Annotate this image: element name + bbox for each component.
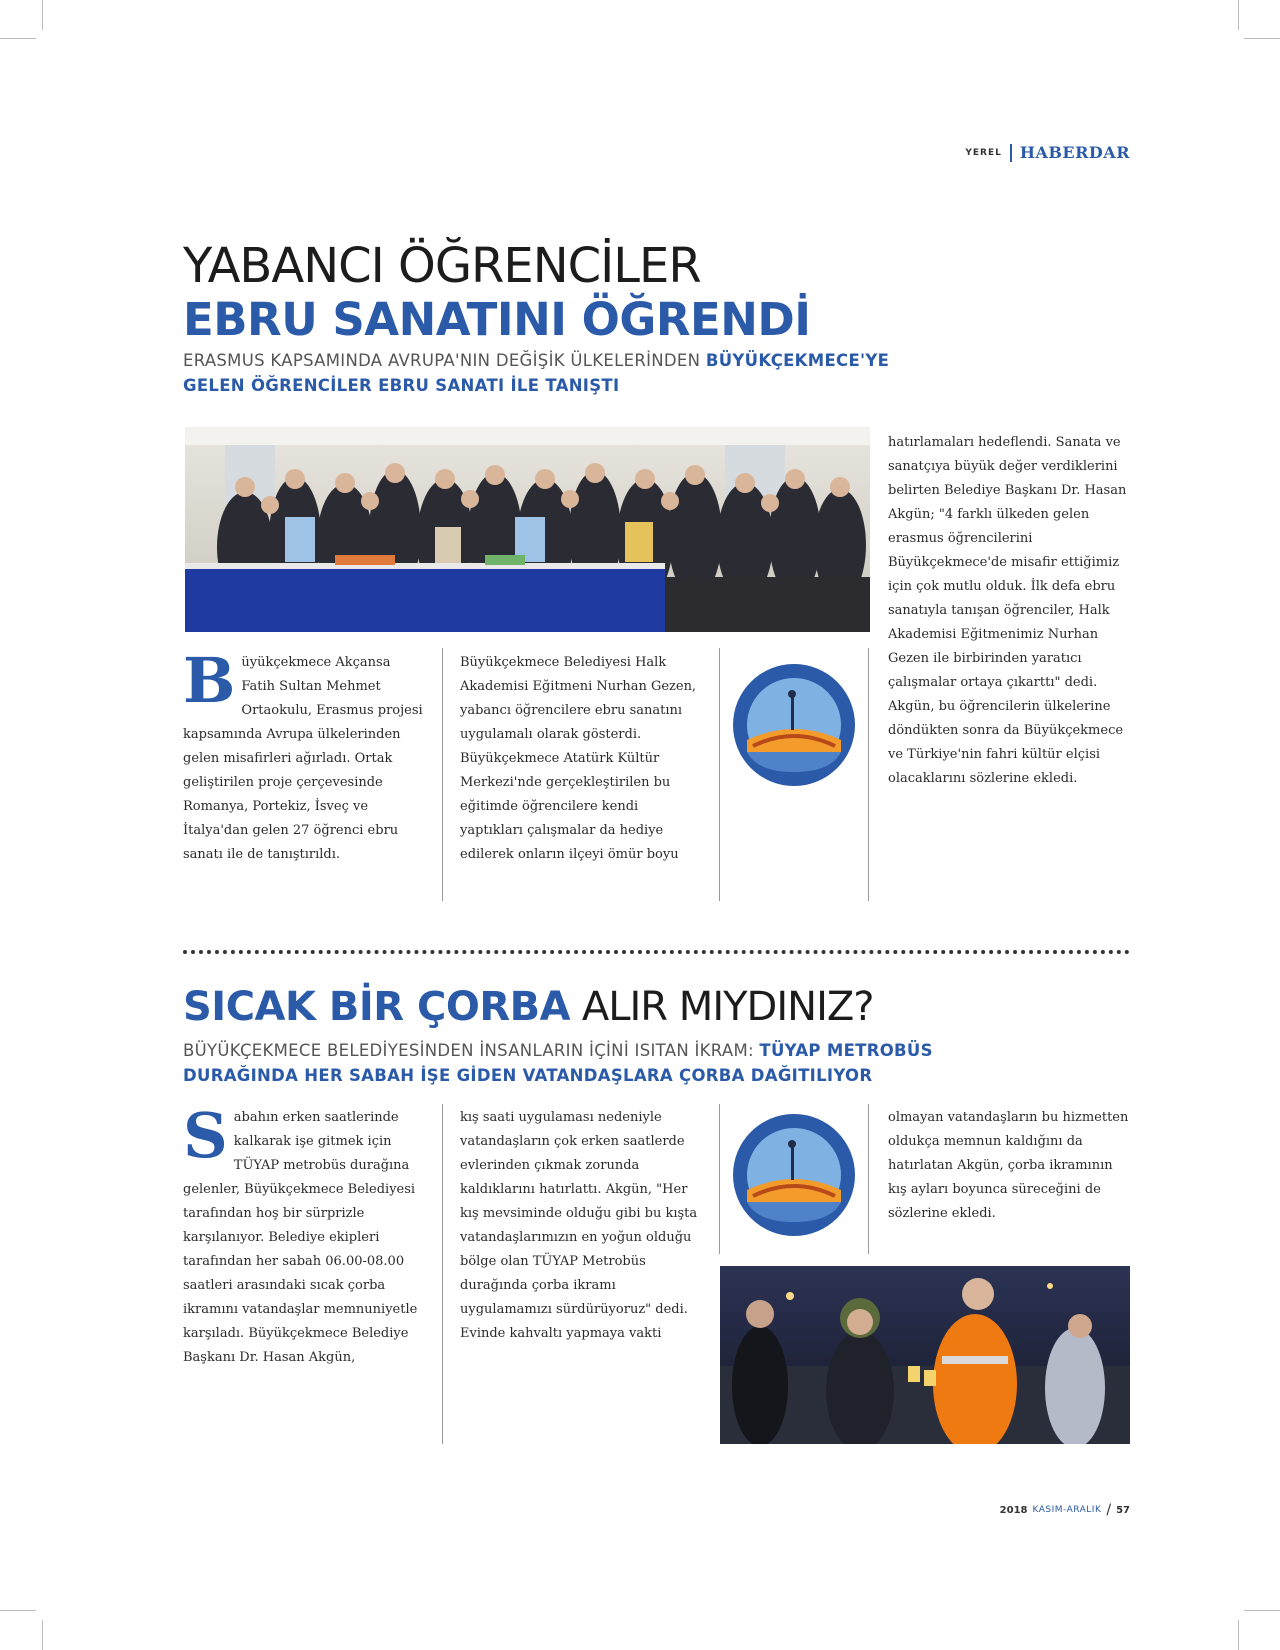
crop-mark <box>1238 1620 1239 1650</box>
article1-column-2 <box>460 651 705 867</box>
article1-column-4 <box>888 431 1130 791</box>
article2-deck <box>183 1038 933 1088</box>
body-text: üyükçekmece Akçansa Fatih Sultan Mehmet Ortaokulu, Erasmus projesi kapsamında Avrupa ülkelerinden gelen misafirleri ağırladı. Ortak geliştirilen proje çerçevesinde Romanya, Portekiz, İsveç ve İtalya'dan gelen 27 öğrenci ebru sanatı ile de tanıştırıldı. <box>183 655 423 862</box>
running-header <box>965 143 1130 162</box>
column-rule <box>719 648 720 901</box>
body-text: Büyükçekmece Belediyesi Halk Akademisi Eğitmeni Nurhan Gezen, yabancı öğrencilere ebru sanatını uygulamalı olarak gösterdi. Büyükçekmece Atatürk Kültür Merkezi'nde gerçekleştirilen bu eğitimde öğrencilere kendi yaptıkları çalışmalar da hediye edilerek onların ilçeyi ömür boyu <box>460 655 697 862</box>
crop-mark <box>0 1610 36 1611</box>
column-rule <box>442 648 443 901</box>
page-number: 57 <box>1116 1504 1130 1516</box>
deck-highlight: BÜYÜKÇEKMECE'YE <box>705 351 890 370</box>
footer-slash: / <box>1106 1502 1112 1518</box>
article2-column-2 <box>460 1106 705 1346</box>
deck-highlight: GELEN ÖĞRENCİLER EBRU SANATI İLE TANIŞTI <box>183 376 620 395</box>
page-footer <box>1000 1502 1130 1518</box>
article2-column-1 <box>183 1099 428 1370</box>
drop-cap: B <box>183 644 236 717</box>
deck-text: BÜYÜKÇEKMECE BELEDİYESİNDEN İNSANLARIN İÇİNİ ISITAN İKRAM: <box>183 1041 760 1060</box>
article1-headline-line2: EBRU SANATINI ÖĞRENDİ <box>183 293 811 346</box>
deck-text: ERASMUS KAPSAMINDA AVRUPA'NIN DEĞİŞİK ÜLKELERİNDEN <box>183 351 706 370</box>
column-rule <box>442 1104 443 1444</box>
article1-headline-line1: YABANCI ÖĞRENCİLER <box>183 238 701 294</box>
column-rule <box>868 648 869 901</box>
body-text: hatırlamaları hedeflendi. Sanata ve sanatçıya büyük değer verdiklerini belirten Belediye Başkanı Dr. Hasan Akgün; "4 farklı ülkeden gelen erasmus öğrencilerini Büyükçekmece'de misafir ettiğimiz için çok mutlu olduk. İlk defa ebru sanatıyla tanışan öğrenciler, Halk Akademisi Eğitmenimiz Nurhan Gezen ile birbirinden yaratıcı çalışmalar ortaya çıkarttı" dedi. Akgün, bu öğrencilerin ülkelerine döndükten sonra da Büyükçekmece ve Türkiye'nin fahri kültür elçisi olacaklarını sözlerine ekledi. <box>888 435 1127 786</box>
group-photo <box>185 427 870 632</box>
crop-mark <box>1244 1610 1280 1611</box>
section-label: YEREL <box>965 147 1002 158</box>
article2-headline <box>183 982 874 1032</box>
body-text: olmayan vatandaşların bu hizmetten oldukça memnun kaldığını da hatırlatan Akgün, çorba ikramının kış ayları boyunca süreceğini de sözlerine ekledi. <box>888 1110 1129 1221</box>
municipality-logo <box>731 1112 857 1242</box>
deck-highlight: TÜYAP METROBÜS <box>759 1041 933 1060</box>
crop-mark <box>1244 38 1280 39</box>
soup-photo <box>720 1266 1130 1444</box>
header-divider <box>1010 144 1012 162</box>
crop-mark <box>42 1620 43 1650</box>
crop-mark <box>0 38 36 39</box>
article2-column-4 <box>888 1106 1130 1226</box>
article1-deck <box>183 348 889 398</box>
crop-mark <box>42 0 43 30</box>
deck-highlight: DURAĞINDA HER SABAH İŞE GİDEN VATANDAŞLARA ÇORBA DAĞITILIYOR <box>183 1066 873 1085</box>
article-separator <box>183 950 1130 954</box>
municipality-logo <box>731 662 857 792</box>
headline-bold: SICAK BİR ÇORBA <box>183 984 571 1030</box>
article1-column-1 <box>183 644 428 867</box>
crop-mark <box>1238 0 1239 30</box>
column-rule <box>868 1104 869 1254</box>
headline-thin: ALIR MIYDINIZ? <box>570 984 874 1030</box>
magazine-brand: HABERDAR <box>1019 143 1130 162</box>
body-text: abahın erken saatlerinde kalkarak işe gitmek için TÜYAP metrobüs durağına gelenler, Büyükçekmece Belediyesi tarafından hoş bir sürprizle karşılanıyor. Belediye ekipleri tarafından her sabah 06.00-08.00 saatleri arasındaki sıcak çorba ikramını vatandaşlar memnuniyetle karşıladı. Büyükçekmece Belediye Başkanı Dr. Hasan Akgün, <box>183 1110 418 1365</box>
drop-cap: S <box>183 1099 228 1172</box>
column-rule <box>719 1104 720 1254</box>
footer-issue: KASIM-ARALIK <box>1032 1505 1102 1515</box>
footer-year: 2018 <box>999 1504 1028 1516</box>
body-text: kış saati uygulaması nedeniyle vatandaşların çok erken saatlerde evlerinden çıkmak zorunda kaldıklarını hatırlattı. Akgün, "Her kış mevsiminde olduğu gibi bu kışta vatandaşlarımızın en yoğun olduğu bölge olan TÜYAP Metrobüs durağında çorba ikramı uygulamamızı sürdürüyoruz" dedi. Evinde kahvaltı yapmaya vakti <box>460 1110 698 1341</box>
